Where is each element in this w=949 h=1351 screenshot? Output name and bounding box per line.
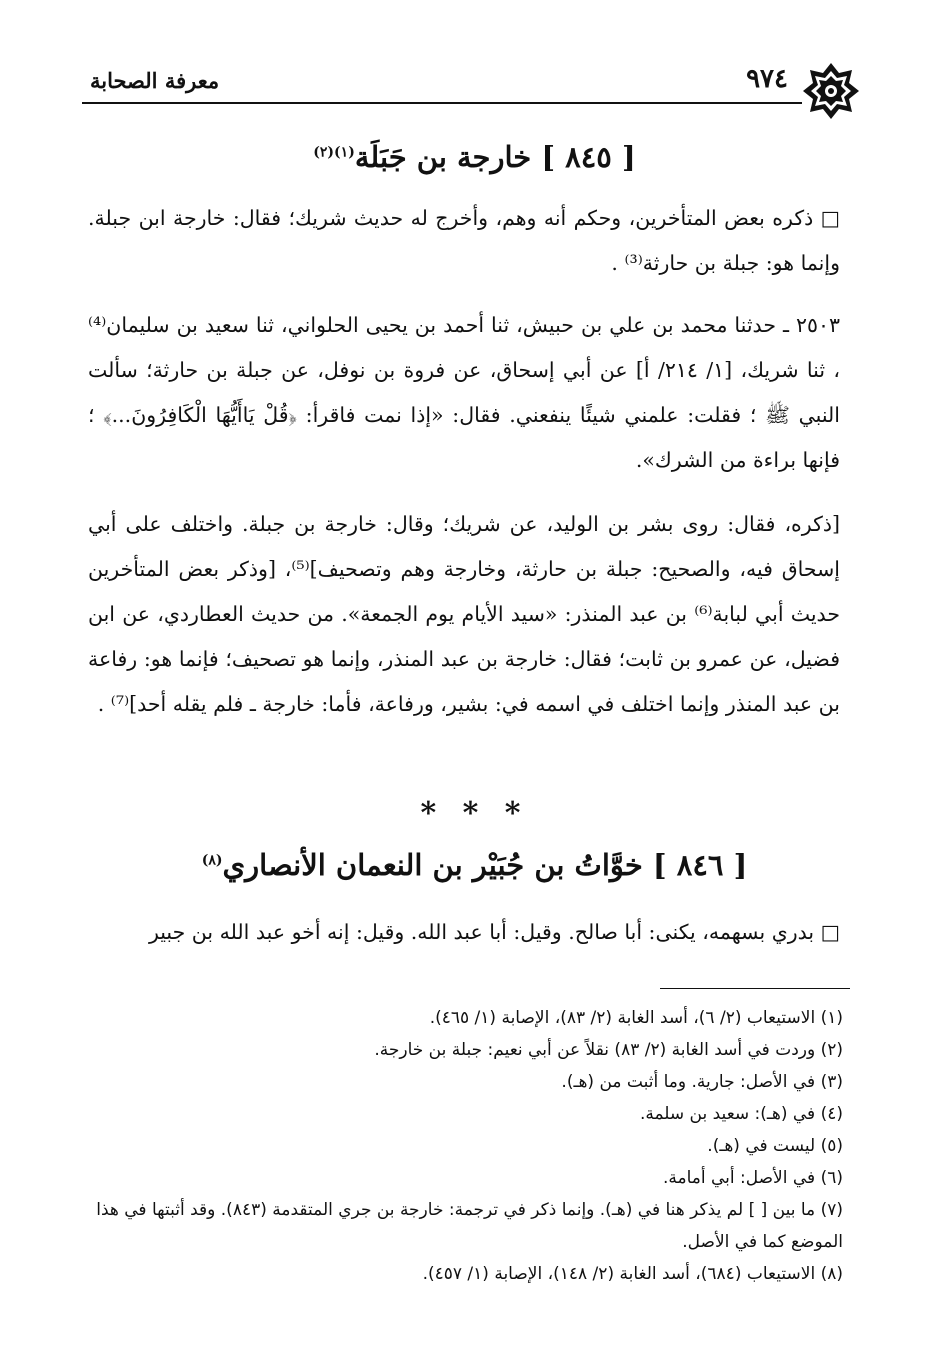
footnote-7: (٧) ما بين [ ] لم يذكر هنا في (هـ). وإنما ذكر في ترجمة: خارجة بن جري المتقدمة (٨٤٣). وقد أثبتها في هذا الموضع كما في الأصل. (96, 1200, 843, 1252)
entry-846-title (0, 848, 949, 882)
footnote-6: (٦) في الأصل: أبي أمامة. (662, 1168, 843, 1188)
ornament-icon (802, 62, 860, 120)
footnote-rule (660, 988, 850, 989)
page-header (70, 62, 860, 110)
paragraph-hadith-2503: ٢٥٠٣ ـ حدثنا محمد بن علي بن حبيش، ثنا أحمد بن يحيى الحلواني، ثنا سعيد بن سليمان⁽⁴⁾ ، ثنا شريك، [١/ ٢١٤/ أ] عن أبي إسحاق، عن فروة بن نوفل، عن جبلة بن حارثة؛ سألت النبي ﷺ ؛ فقلت: علمني شيئًا ينفعني. فقال: «إذا نمت فاقرأ: ﴿قُلْ يَاأَيُّهَا الْكَافِرُونَ...﴾ ؛ فإنها براءة من الشرك». (88, 313, 841, 472)
section-separator: * * * (420, 796, 529, 831)
entry-846-title-text: [ ٨٤٦ ] خوَّاتُ بن جُبَيْر بن النعمان الأنصاري (222, 848, 748, 882)
page-number: ٩٧٤ (746, 64, 788, 94)
entry-846-title-note: (٨) (201, 852, 223, 869)
footnote-8: (٨) الاستيعاب (٦٨٤)، أسد الغابة (٢/ ١٤٨)، الإصابة (١/ ٤٥٧). (422, 1264, 843, 1284)
entry-845-title-note: (١)(٢) (313, 144, 355, 161)
paragraph-4: □ بدري بسهمه، يكنى: أبا صالح. وقيل: أبا عبد الله. وقيل: إنه أخو عبد الله بن جبير (148, 920, 840, 944)
entry-845-title (0, 140, 949, 174)
book-title: معرفة الصحابة (90, 68, 220, 93)
header-rule (82, 102, 802, 104)
footnote-2: (٢) وردت في أسد الغابة (٢/ ٨٣) نقلاً عن أبي نعيم: جبلة بن خارجة. (374, 1040, 843, 1060)
footnote-4: (٤) في (هـ): سعيد بن سلمة. (639, 1104, 843, 1124)
entry-845-title-text: [ ٨٤٥ ] خارجة بن جَبَلَة (354, 140, 636, 174)
footnotes (88, 1002, 843, 1290)
paragraph-1: □ ذكره بعض المتأخرين، وحكم أنه وهم، وأخرج له حديث شريك؛ فقال: خارجة ابن جبلة. وإنما هو: جبلة بن حارثة⁽³⁾ . (88, 206, 840, 275)
footnote-5: (٥) ليست في (هـ). (707, 1136, 843, 1156)
paragraph-3: [ذكره، فقال: روى بشر بن الوليد، عن شريك؛ وقال: خارجة بن جبلة. واختلف على أبي إسحاق فيه، والصحيح: جبلة بن حارثة، وخارجة وهم وتصحيف]⁽⁵⁾، [وذكر بعض المتأخرين حديث أبي لبابة⁽⁶⁾ بن عبد المنذر: «سيد الأيام يوم الجمعة». من حديث العطاردي، عن ابن فضيل، عن عمرو بن ثابت؛ فقال: خارجة بن عبد المنذر، وإنما هو تصحيف؛ فإنما هو: رفاعة بن عبد المنذر وإنما اختلف في اسمه في: بشير، ورفاعة، فأما: خارجة ـ فلم يقله أحد]⁽⁷⁾ . (88, 512, 840, 716)
footnote-3: (٣) في الأصل: جارية. وما أثبت من (هـ). (561, 1072, 843, 1092)
footnote-1: (١) الاستيعاب (٢/ ٦)، أسد الغابة (٢/ ٨٣)، الإصابة (١/ ٤٦٥). (429, 1008, 843, 1028)
